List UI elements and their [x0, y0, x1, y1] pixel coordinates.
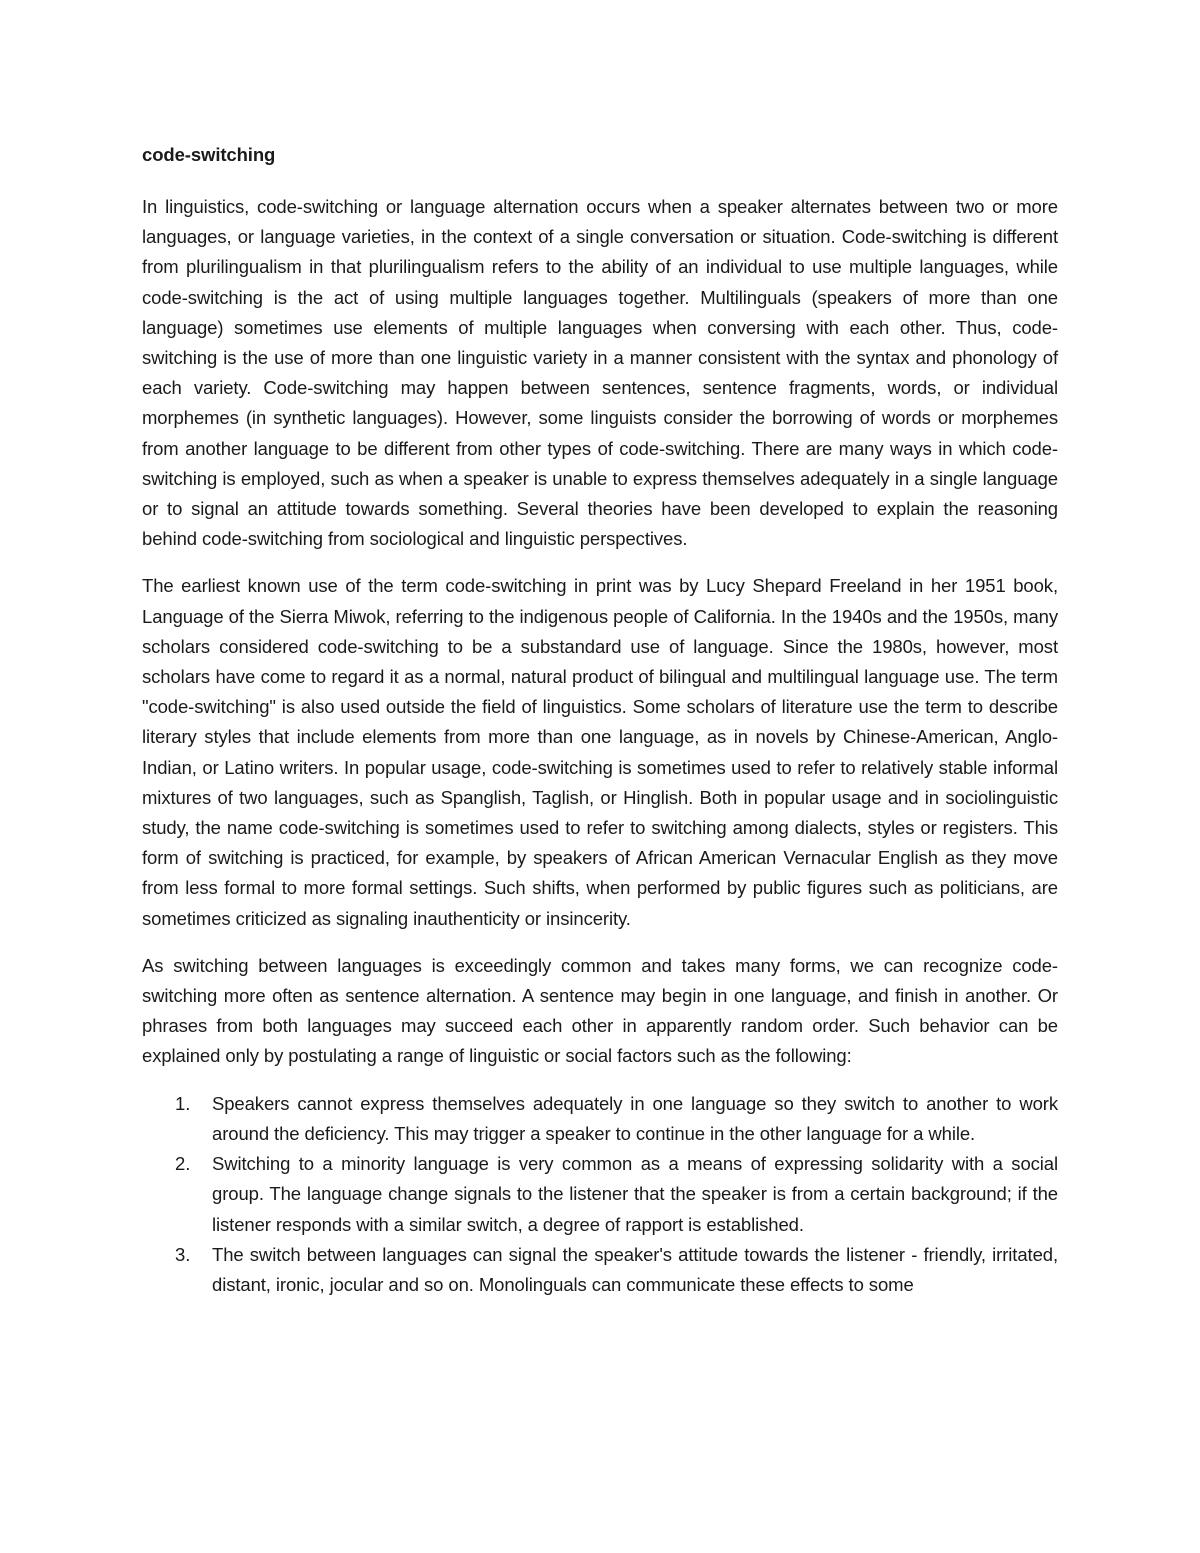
list-item [142, 1240, 1058, 1300]
list-item [142, 1149, 1058, 1240]
paragraph-history: The earliest known use of the term code-switching in print was by Lucy Shepard Freeland in her 1951 book, Language of the Sierra Miwok, referring to the indigenous people of California. In the 1940s and the 1950s, many scholars considered code-switching to be a substandard use of language. Since the 1980s, however, most scholars have come to regard it as a normal, natural product of bilingual and multilingual language use. The term "code-switching" is also used outside the field of linguistics. Some scholars of literature use the term to describe literary styles that include elements from more than one language, as in novels by Chinese-American, Anglo-Indian, or Latino writers. In popular usage, code-switching is sometimes used to refer to relatively stable informal mixtures of two languages, such as Spanglish, Taglish, or Hinglish. Both in popular usage and in sociolinguistic study, the name code-switching is sometimes used to refer to switching among dialects, styles or registers. This form of switching is practiced, for example, by speakers of African American Vernacular English as they move from less formal to more formal settings. Such shifts, when performed by public figures such as politicians, are sometimes criticized as signaling inauthenticity or insincerity. [142, 575, 1058, 929]
factors-list [142, 1089, 1058, 1300]
document-title: code-switching [142, 144, 276, 165]
list-item-text: Speakers cannot express themselves adequately in one language so they switch to another to work around the deficiency. This may trigger a speaker to continue in the other language for a while. [212, 1092, 1058, 1144]
paragraph-factors-intro: As switching between languages is exceedingly common and takes many forms, we can recognize code-switching more often as sentence alternation. A sentence may begin in one language, and finish in another. Or phrases from both languages may succeed each other in apparently random order. Such behavior can be explained only by postulating a range of linguistic or social factors such as the following: [142, 954, 1058, 1067]
list-item [142, 1089, 1058, 1149]
paragraph-definition: In linguistics, code-switching or language alternation occurs when a speaker alternates between two or more languages, or language varieties, in the context of a single conversation or situation. Code-switching is different from plurilingualism in that plurilingualism refers to the ability of an individual to use multiple languages, while code-switching is the act of using multiple languages together. Multilinguals (speakers of more than one language) sometimes use elements of multiple languages when conversing with each other. Thus, code-switching is the use of more than one linguistic variety in a manner consistent with the syntax and phonology of each variety. Code-switching may happen between sentences, sentence fragments, words, or individual morphemes (in synthetic languages). However, some linguists consider the borrowing of words or morphemes from another language to be different from other types of code-switching. There are many ways in which code-switching is employed, such as when a speaker is unable to express themselves adequately in a single language or to signal an attitude towards something. Several theories have been developed to explain the reasoning behind code-switching from sociological and linguistic perspectives. [142, 196, 1058, 550]
list-item-number: 2. [175, 1153, 191, 1175]
list-item-text: Switching to a minority language is very common as a means of expressing solidarity with a social group. The language change signals to the listener that the speaker is from a certain background; if the listener responds with a similar switch, a degree of rapport is established. [212, 1153, 1058, 1235]
list-item-text: The switch between languages can signal the speaker's attitude towards the listener - friendly, irritated, distant, ironic, jocular and so on. Monolinguals can communicate these effects to some [212, 1243, 1058, 1295]
document-page [142, 140, 1058, 1300]
list-item-number: 1. [175, 1092, 191, 1114]
list-item-number: 3. [175, 1243, 191, 1265]
